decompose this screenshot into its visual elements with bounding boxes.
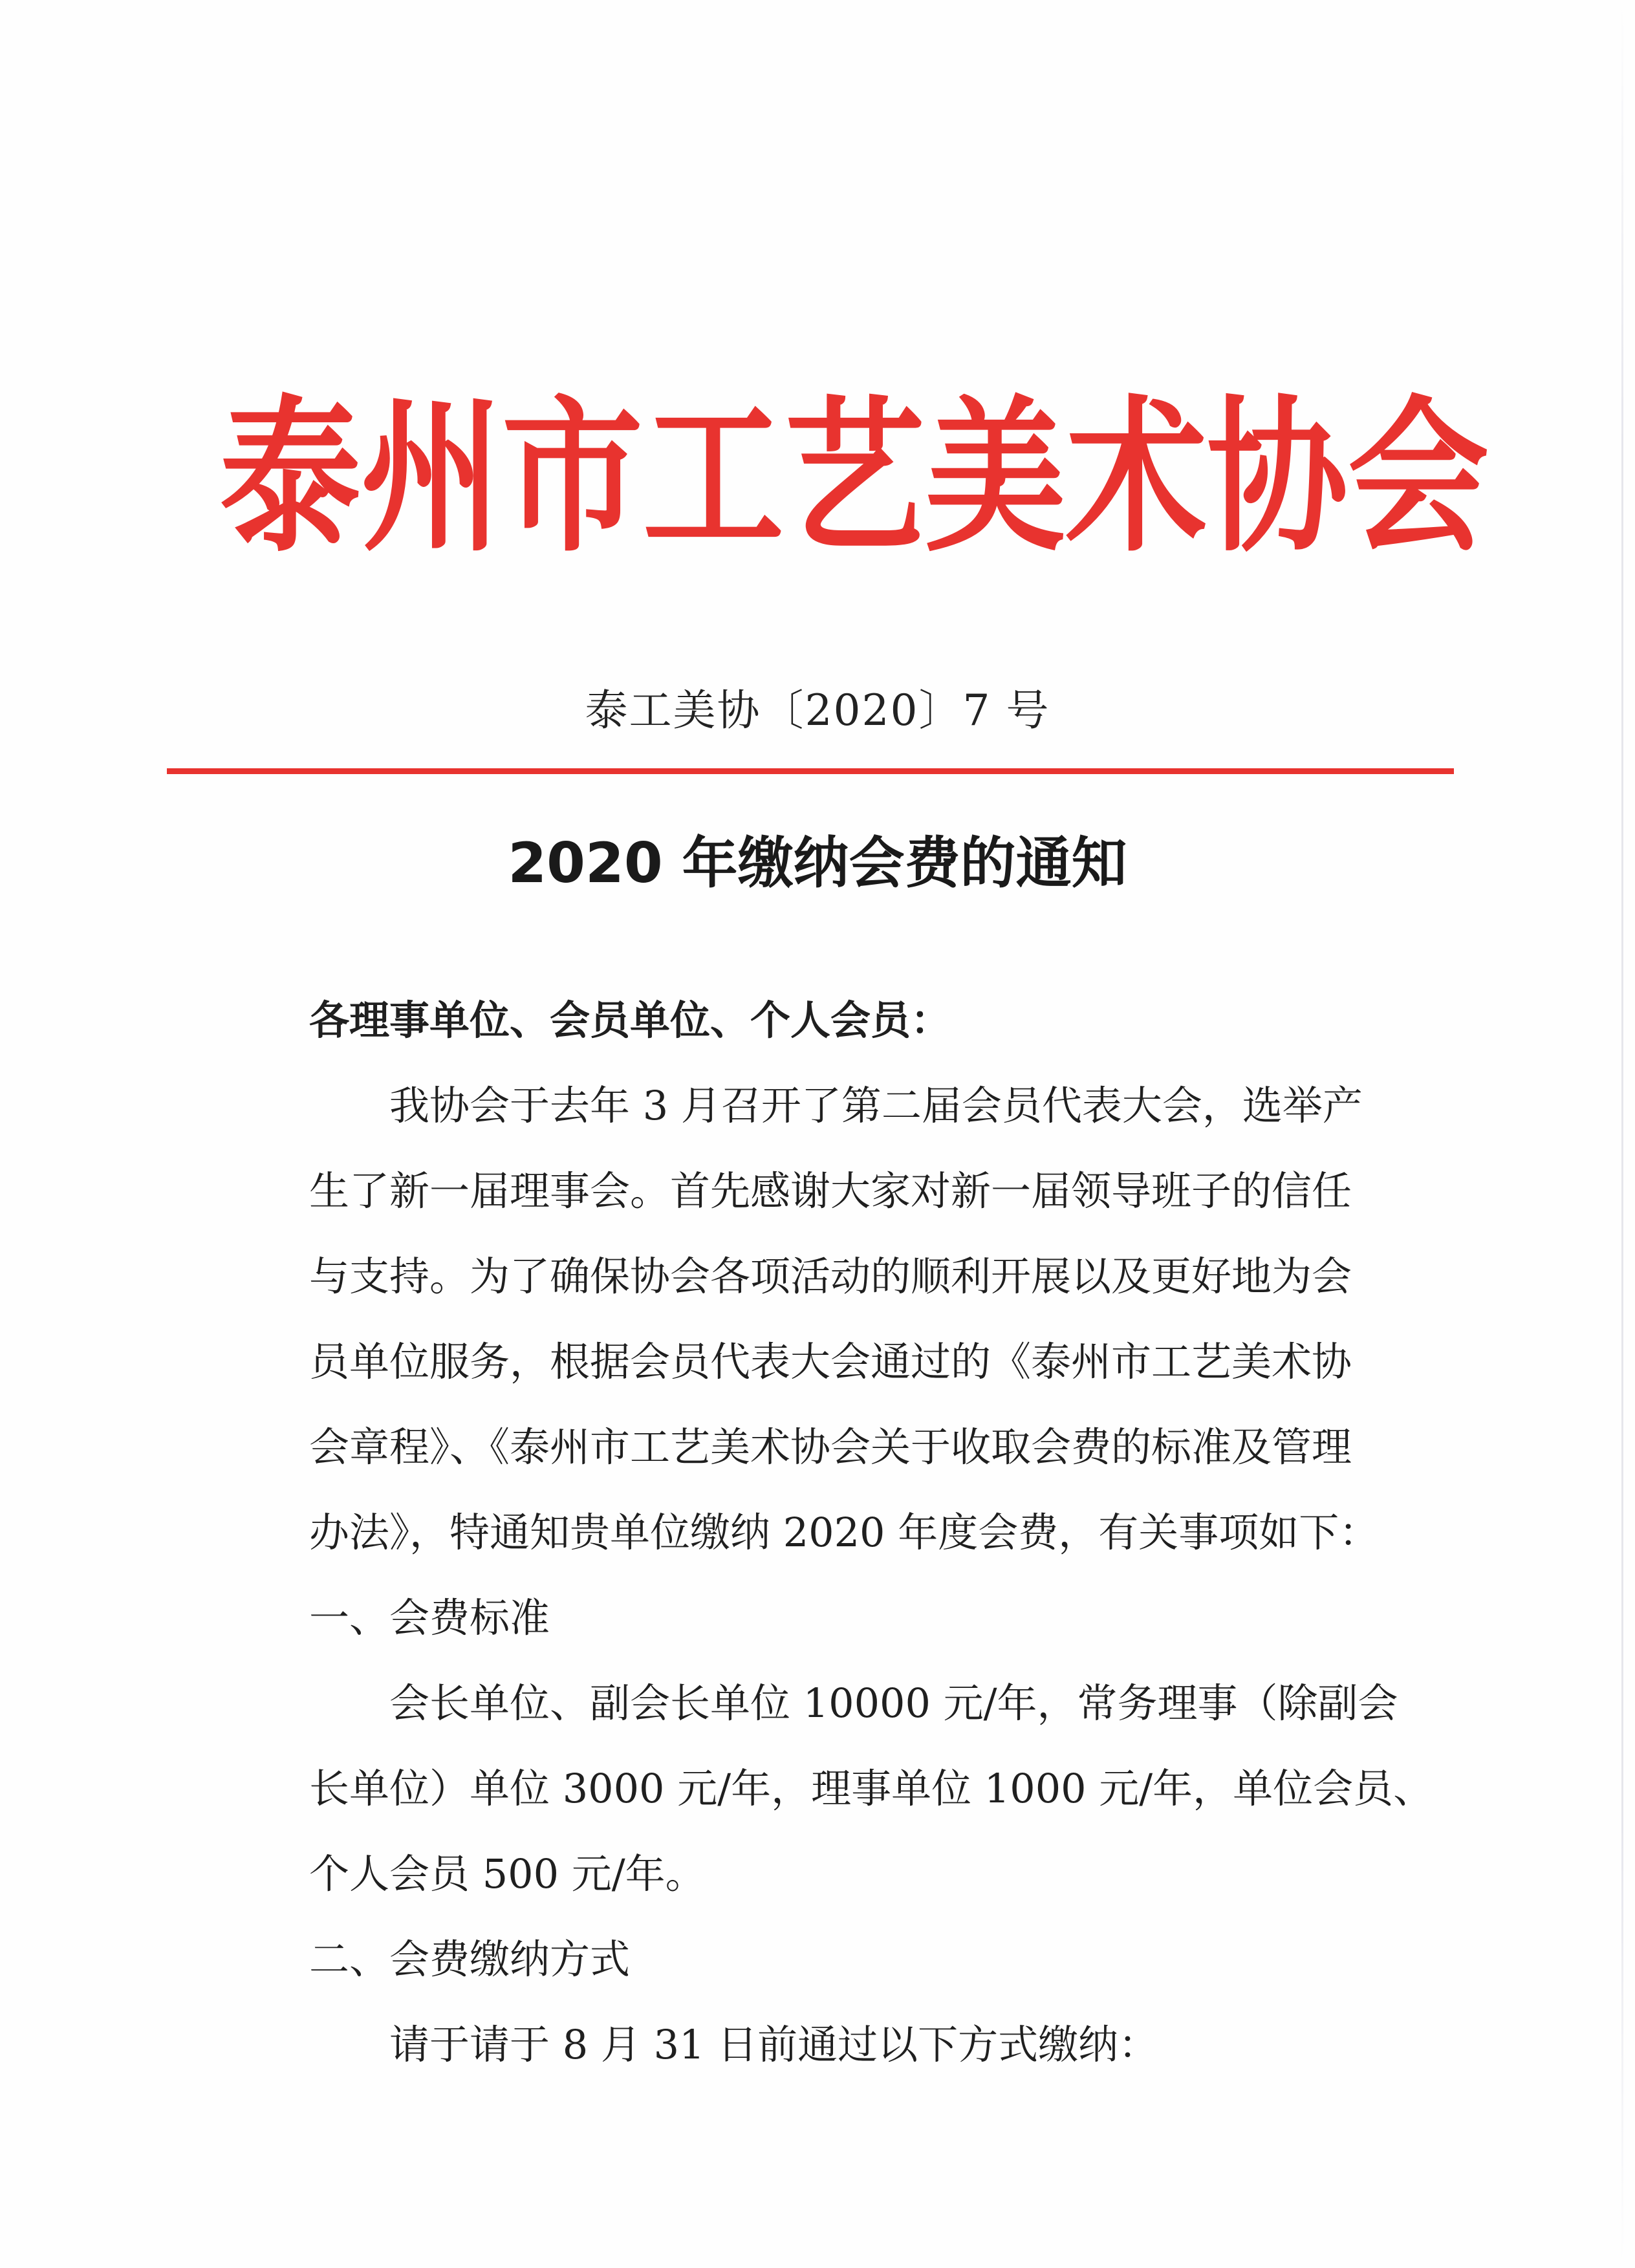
paragraph-line: 会长单位、副会长单位 10000 元/年，常务理事（除副会 <box>389 1679 1398 1727</box>
paragraph-line: 生了新一届理事会。首先感谢大家对新一届领导班子的信任 <box>309 1167 1352 1215</box>
notice-title: 2020 年缴纳会费的通知 <box>508 831 1127 896</box>
masthead-char: 美 <box>925 382 1066 575</box>
masthead-char: 工 <box>643 382 784 575</box>
red-divider-rule <box>167 768 1454 774</box>
paragraph-line: 与支持。为了确保协会各项活动的顺利开展以及更好地为会 <box>309 1253 1352 1300</box>
masthead-char: 市 <box>502 382 643 575</box>
masthead-char: 泰 <box>220 382 361 575</box>
salutation: 各理事单位、会员单位、个人会员： <box>309 997 951 1044</box>
scan-edge <box>1621 0 1623 2268</box>
paragraph-line: 会章程》、《泰州市工艺美术协会关于收取会费的标准及管理 <box>309 1423 1352 1471</box>
section-heading-fee-standard: 一、会费标准 <box>309 1594 550 1641</box>
paragraph-line: 办法》，特通知贵单位缴纳 2020 年度会费，有关事项如下： <box>309 1509 1380 1556</box>
masthead-char: 术 <box>1066 382 1207 575</box>
notice-body <box>309 989 1434 2099</box>
masthead-org-name <box>220 382 1489 576</box>
paragraph-line: 请于请于 8 月 31 日前通过以下方式缴纳： <box>389 2021 1159 2068</box>
paragraph-line: 员单位服务，根据会员代表大会通过的《泰州市工艺美术协 <box>309 1338 1352 1385</box>
section-heading-payment-method: 二、会费缴纳方式 <box>309 1936 631 1983</box>
masthead-char: 艺 <box>784 382 925 575</box>
masthead-char: 会 <box>1348 382 1489 575</box>
paragraph-line: 长单位）单位 3000 元/年，理事单位 1000 元/年，单位会员、 <box>309 1765 1434 1812</box>
masthead-char: 协 <box>1207 382 1348 575</box>
paragraph-line: 个人会员 500 元/年。 <box>309 1850 706 1897</box>
masthead-char: 州 <box>361 382 502 575</box>
document-number: 泰工美协〔2020〕7 号 <box>585 686 1050 735</box>
paragraph-line: 我协会于去年 3 月召开了第二届会员代表大会，选举产 <box>389 1082 1363 1129</box>
